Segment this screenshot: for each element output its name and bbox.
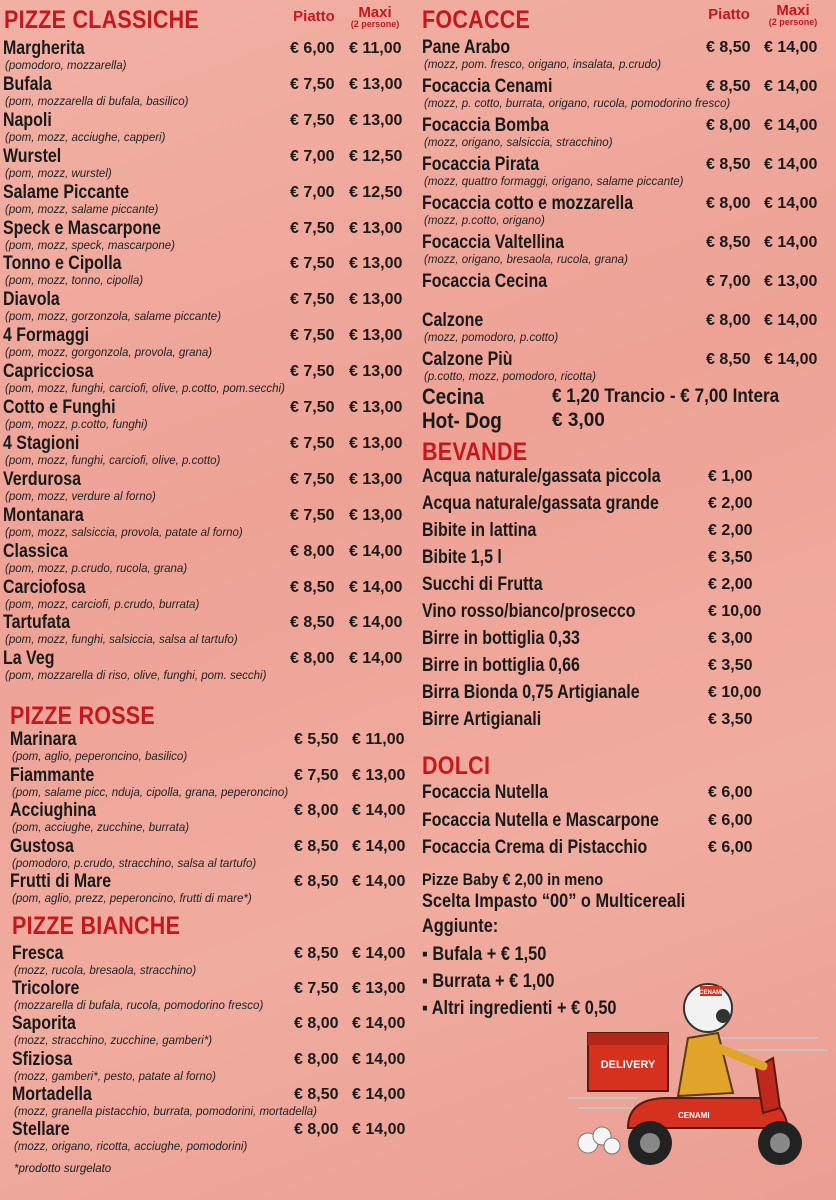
price-piatto: € 7,50 — [290, 219, 335, 237]
price-maxi: € 11,00 — [349, 40, 402, 57]
menu-item-description: (pom, aglio, peperoncino, basilico) — [12, 751, 188, 763]
menu-item-name: Sfiziosa — [12, 1048, 73, 1070]
menu-item-price: € 3,50 — [708, 657, 753, 674]
column-header-maxi — [344, 6, 406, 29]
menu-item-name: Birre Artigianali — [422, 709, 542, 730]
menu-item-name: Calzone — [422, 310, 484, 331]
menu-item-description: (pom, mozz, wurstel) — [5, 167, 112, 180]
price-piatto: € 7,50 — [290, 399, 335, 416]
menu-item — [418, 76, 836, 112]
menu-item-name: Napoli — [3, 109, 52, 131]
menu-item — [418, 115, 836, 151]
menu-item-description: (mozz, origano, ricotta, acciughe, pomodorini) — [14, 1141, 248, 1153]
price-piatto: € 7,50 — [290, 111, 335, 129]
price-maxi: € 13,00 — [764, 273, 818, 290]
menu-item-name: Focaccia cotto e mozzarella — [422, 193, 634, 214]
menu-item-description: (pom, mozz, gorgonzola, provola, grana) — [5, 347, 213, 360]
price-maxi: € 13,00 — [349, 291, 403, 309]
menu-item-description: (p.cotto, mozz, pomodoro, ricotta) — [424, 371, 596, 383]
menu-item-description: (mozz, origano, bresaola, rucola, grana) — [424, 254, 628, 266]
price-maxi: € 13,00 — [349, 434, 403, 452]
menu-item-name: Focaccia Bomba — [422, 115, 549, 136]
cecina-price: € 1,20 Trancio - € 7,00 Intera — [552, 386, 780, 407]
menu-item-name: Focaccia Cenami — [422, 76, 553, 97]
maxi-sublabel: (2 persone) — [768, 17, 818, 27]
rider-body — [678, 1033, 733, 1096]
menu-item-name: Pane Arabo — [422, 37, 511, 58]
price-maxi: € 13,00 — [349, 506, 403, 524]
price-piatto: € 7,00 — [290, 147, 335, 165]
front-wheel-hub — [770, 1133, 790, 1153]
menu-item — [0, 871, 410, 907]
menu-item-description: (mozz, pomodoro, p.cotto) — [424, 332, 559, 344]
menu-item — [418, 310, 836, 346]
menu-item-name: Acciughina — [10, 800, 97, 821]
price-maxi: € 14,00 — [764, 234, 818, 251]
price-maxi: € 14,00 — [764, 351, 818, 368]
section-title-pizze-bianche: PIZZE BIANCHE — [12, 912, 181, 940]
price-maxi: € 13,00 — [352, 766, 406, 784]
price-piatto: € 8,00 — [294, 1050, 339, 1068]
menu-item-description: (pom, mozz, p.crudo, rucola, grana) — [5, 562, 188, 575]
menu-item — [418, 154, 836, 190]
menu-item-description: (mozz, gamberi*, pesto, patate al forno) — [14, 1070, 216, 1083]
menu-item-name: Birra Bionda 0,75 Artigianale — [422, 682, 640, 703]
menu-item-price: € 2,00 — [708, 522, 753, 539]
menu-item-description: (pom, mozz, verdure al forno) — [5, 490, 156, 503]
menu-item-name: Bibite 1,5 l — [422, 547, 502, 568]
menu-item — [0, 1049, 410, 1085]
menu-item-price: € 3,00 — [708, 630, 753, 647]
menu-item-name: Saporita — [12, 1013, 76, 1035]
menu-item — [422, 628, 822, 654]
menu-item-description: (mozz, stracchino, zucchine, gamberi*) — [14, 1035, 213, 1048]
price-piatto: € 7,50 — [294, 980, 339, 998]
menu-item-description: (pom, mozz, speck, mascarpone) — [5, 239, 176, 252]
menu-item — [418, 193, 836, 229]
menu-item — [418, 232, 836, 268]
price-piatto: € 8,50 — [706, 351, 751, 368]
price-maxi: € 14,00 — [352, 1050, 406, 1068]
menu-item — [0, 505, 410, 541]
menu-item-description: (mozzarella di bufala, rucola, pomodorino fresco) — [14, 1000, 264, 1013]
menu-item — [0, 836, 410, 872]
menu-item-name: Birre in bottiglia 0,33 — [422, 628, 580, 649]
menu-item — [0, 361, 410, 397]
price-maxi: € 14,00 — [352, 873, 406, 890]
delivery-box-label: DELIVERY — [600, 1059, 656, 1071]
price-piatto: € 7,50 — [290, 506, 335, 524]
price-piatto: € 8,00 — [706, 117, 751, 134]
menu-item — [0, 978, 410, 1014]
price-maxi: € 13,00 — [349, 111, 403, 129]
price-piatto: € 8,50 — [294, 873, 339, 890]
menu-item-description: (pom, mozz, salame piccante) — [5, 203, 159, 216]
impasto-note: Scelta Impasto “00” o Multicereali — [422, 891, 686, 912]
price-piatto: € 8,50 — [706, 78, 751, 95]
price-piatto: € 8,00 — [706, 195, 751, 212]
menu-item-name: Capricciosa — [3, 361, 94, 383]
menu-item — [422, 574, 822, 600]
price-piatto: € 8,00 — [294, 1015, 339, 1033]
menu-item — [0, 182, 410, 218]
price-piatto: € 8,00 — [290, 542, 335, 560]
menu-item-price: € 6,00 — [708, 784, 753, 801]
menu-item-name: Margherita — [3, 38, 85, 59]
menu-item-description: (pom, mozz, carciofi, p.crudo, burrata) — [5, 598, 200, 611]
column-header-piatto: Piatto — [293, 8, 335, 25]
scooter-label: CENAMI — [678, 1111, 710, 1120]
menu-item-name: Acqua naturale/gassata grande — [422, 493, 659, 514]
menu-item-description: (pomodoro, p.crudo, stracchino, salsa al tartufo) — [12, 857, 257, 870]
price-maxi: € 14,00 — [352, 837, 406, 855]
price-maxi: € 14,00 — [349, 614, 403, 632]
menu-item — [418, 37, 836, 73]
price-maxi: € 14,00 — [764, 39, 818, 56]
menu-item — [422, 493, 822, 519]
menu-item-description: (pom, mozz, funghi, carciofi, olive, p.cotto) — [5, 454, 221, 467]
menu-item-name: Cotto e Funghi — [3, 397, 116, 418]
price-piatto: € 7,50 — [290, 327, 335, 345]
menu-item-name: La Veg — [3, 648, 55, 670]
price-maxi: € 13,00 — [349, 363, 403, 381]
aggiunte-title: Aggiunte: — [422, 916, 499, 937]
menu-item-description: (pom, mozz, tonno, cipolla) — [5, 275, 144, 288]
menu-item-description: (mozz, pom. fresco, origano, insalata, p.crudo) — [424, 59, 662, 71]
menu-item-name: Focaccia Valtellina — [422, 232, 564, 253]
aggiunta-burrata: ▪ Burrata + € 1,00 — [422, 971, 555, 992]
menu-item-name: Bufala — [3, 73, 52, 95]
price-piatto: € 7,00 — [706, 273, 751, 290]
menu-item — [0, 74, 410, 110]
price-maxi: € 13,00 — [349, 399, 403, 416]
menu-item — [0, 800, 410, 836]
goggles — [716, 1009, 730, 1023]
price-maxi: € 13,00 — [349, 327, 403, 345]
menu-item — [0, 469, 410, 505]
menu-item-name: Focaccia Nutella e Mascarpone — [422, 809, 659, 831]
menu-item-name: Diavola — [3, 289, 60, 311]
menu-item — [0, 289, 410, 325]
price-piatto: € 5,50 — [294, 731, 339, 748]
menu-item-description: (pom, mozz, gorzonzola, salame piccante) — [5, 311, 222, 324]
price-piatto: € 8,50 — [290, 578, 335, 596]
price-piatto: € 8,50 — [706, 156, 751, 173]
menu-item-description: (pom, salame picc, nduja, cipolla, grana, peperoncino) — [12, 786, 289, 799]
menu-item-name: Tartufata — [3, 612, 71, 634]
menu-item-description: (mozz, p.cotto, origano) — [424, 215, 545, 227]
price-maxi: € 13,00 — [349, 219, 403, 237]
menu-item-name: Speck e Mascarpone — [3, 217, 161, 239]
menu-item-name: Mortadella — [12, 1083, 92, 1105]
price-maxi: € 14,00 — [764, 156, 818, 173]
price-piatto: € 7,50 — [290, 75, 335, 93]
price-piatto: € 8,50 — [294, 837, 339, 855]
menu-item-name: Focaccia Nutella — [422, 782, 548, 803]
menu-item-description: (mozz, origano, salsiccia, stracchino) — [424, 137, 613, 149]
menu-item-description: (pom, mozzarella di bufala, basilico) — [5, 95, 189, 108]
menu-item-name: Bibite in lattina — [422, 520, 537, 541]
menu-item-name: 4 Formaggi — [3, 325, 90, 347]
menu-item — [0, 218, 410, 254]
price-piatto: € 7,50 — [294, 766, 339, 784]
menu-item-name: Focaccia Crema di Pistacchio — [422, 837, 648, 858]
price-piatto: € 7,50 — [290, 470, 335, 488]
maxi-sublabel: (2 persone) — [350, 19, 400, 29]
helmet-label: CENAMI — [699, 990, 723, 996]
price-maxi: € 14,00 — [764, 195, 818, 212]
menu-item-name: Tonno e Cipolla — [3, 253, 122, 275]
menu-item-name: Tricolore — [12, 978, 80, 1000]
price-maxi: € 14,00 — [349, 542, 403, 560]
menu-item — [422, 682, 822, 708]
maxi-label: Maxi — [776, 2, 810, 19]
price-maxi: € 14,00 — [349, 650, 403, 668]
menu-item-description: (pom, mozzarella di riso, olive, funghi, pom. secchi) — [5, 670, 267, 683]
price-piatto: € 8,00 — [294, 1121, 339, 1138]
menu-item — [0, 397, 410, 433]
price-piatto: € 8,50 — [290, 614, 335, 632]
price-piatto: € 7,50 — [290, 255, 335, 273]
section-title-dolci: DOLCI — [422, 752, 491, 780]
price-maxi: € 14,00 — [764, 117, 818, 134]
menu-item — [0, 146, 410, 182]
menu-item — [0, 612, 410, 648]
menu-item — [0, 541, 410, 577]
price-piatto: € 6,00 — [290, 40, 335, 57]
menu-item-name: Verdurosa — [3, 468, 82, 490]
hotdog-name: Hot- Dog — [422, 408, 502, 433]
column-header-piatto-focacce: Piatto — [708, 6, 750, 23]
menu-item — [422, 466, 822, 492]
menu-item-name: Carciofosa — [3, 576, 86, 598]
menu-item-name: Birre in bottiglia 0,66 — [422, 655, 580, 676]
delivery-box-lid — [588, 1033, 668, 1045]
menu-item — [0, 1119, 410, 1155]
menu-item-price: € 6,00 — [708, 811, 753, 829]
price-maxi: € 14,00 — [764, 78, 818, 95]
menu-item-name: Wurstel — [3, 145, 62, 167]
menu-item — [0, 253, 410, 289]
section-title-focacce: FOCACCE — [422, 6, 531, 34]
menu-item — [0, 1013, 410, 1049]
price-maxi: € 14,00 — [352, 802, 406, 819]
menu-item-name: Vino rosso/bianco/prosecco — [422, 601, 636, 622]
menu-item-description: (pom, mozz, acciughe, capperi) — [5, 131, 166, 144]
price-maxi: € 11,00 — [352, 731, 405, 748]
menu-item-description: (pom, mozz, funghi, carciofi, olive, p.cotto, pom.secchi) — [5, 383, 285, 396]
menu-item — [422, 810, 822, 836]
price-piatto: € 7,50 — [290, 363, 335, 381]
price-maxi: € 13,00 — [349, 255, 403, 273]
price-maxi: € 13,00 — [349, 75, 403, 93]
menu-item-description: (pom, mozz, salsiccia, provola, patate al forno) — [5, 526, 243, 539]
menu-item — [422, 709, 822, 735]
menu-item — [0, 38, 410, 74]
menu-item-description: (pom, mozz, p.cotto, funghi) — [5, 419, 148, 431]
price-piatto: € 8,00 — [706, 312, 751, 329]
menu-item-price: € 10,00 — [708, 603, 762, 620]
cecina-name: Cecina — [422, 384, 485, 409]
menu-item-name: Fiammante — [10, 764, 95, 786]
price-maxi: € 12,50 — [349, 147, 403, 165]
menu-item — [0, 1084, 410, 1120]
price-maxi: € 14,00 — [352, 1121, 406, 1138]
menu-item — [0, 325, 410, 361]
price-maxi: € 14,00 — [764, 312, 818, 329]
price-piatto: € 7,00 — [290, 183, 335, 201]
menu-item — [422, 655, 822, 681]
menu-item-price: € 3,50 — [708, 711, 753, 728]
menu-item-name: Focaccia Cecina — [422, 271, 548, 292]
price-maxi: € 14,00 — [349, 578, 403, 596]
price-piatto: € 7,50 — [290, 434, 335, 452]
aggiunta-altri: ▪ Altri ingredienti + € 0,50 — [422, 998, 617, 1019]
menu-item-description: (mozz, p. cotto, burrata, origano, rucola, pomodorino fresco) — [424, 98, 731, 110]
section-title-bevande: BEVANDE — [422, 438, 528, 466]
price-piatto: € 8,50 — [294, 945, 339, 962]
menu-item-description: (mozz, quattro formaggi, origano, salame piccante) — [424, 176, 684, 188]
price-piatto: € 8,50 — [706, 234, 751, 251]
menu-item-price: € 1,00 — [708, 468, 753, 485]
menu-item — [0, 765, 410, 801]
price-maxi: € 12,50 — [349, 183, 403, 201]
menu-item — [0, 943, 410, 979]
menu-item-name: Focaccia Pirata — [422, 154, 540, 175]
pizze-baby-note: Pizze Baby € 2,00 in meno — [422, 870, 604, 889]
menu-item-name: Acqua naturale/gassata piccola — [422, 466, 661, 487]
menu-item — [422, 782, 822, 808]
price-maxi: € 13,00 — [352, 980, 406, 998]
footnote: *prodotto surgelato — [14, 1163, 112, 1175]
menu-item-price: € 2,00 — [708, 576, 753, 593]
menu-item-price: € 6,00 — [708, 839, 753, 856]
menu-item — [422, 601, 822, 627]
menu-item — [418, 349, 836, 385]
menu-item-description: (pom, mozz, funghi, salsiccia, salsa al tartufo) — [5, 634, 238, 647]
menu-item-name: Succhi di Frutta — [422, 574, 543, 595]
menu-item — [422, 520, 822, 546]
menu-item-description: (pomodoro, mozzarella) — [5, 60, 127, 72]
price-maxi: € 14,00 — [352, 1085, 406, 1103]
menu-item — [418, 271, 836, 307]
menu-item-name: Frutti di Mare — [10, 871, 112, 892]
hotdog-price: € 3,00 — [552, 410, 605, 431]
dust-cloud-icon — [578, 1127, 620, 1154]
menu-item-name: Classica — [3, 540, 68, 562]
menu-item-name: Montanara — [3, 504, 84, 526]
menu-item-name: Gustosa — [10, 835, 74, 857]
menu-item — [0, 433, 410, 469]
section-title-pizze-classiche: PIZZE CLASSICHE — [4, 6, 200, 34]
aggiunta-bufala: ▪ Bufala + € 1,50 — [422, 944, 547, 965]
menu-item — [422, 837, 822, 863]
menu-item-description: (mozz, rucola, bresaola, stracchino) — [14, 965, 197, 977]
price-maxi: € 14,00 — [352, 945, 406, 962]
menu-item-description: (pom, acciughe, zucchine, burrata) — [12, 822, 190, 834]
menu-item-name: Salame Piccante — [3, 181, 129, 203]
rear-wheel-hub — [640, 1133, 660, 1153]
delivery-scooter-illustration — [568, 978, 833, 1178]
price-piatto: € 8,50 — [706, 39, 751, 56]
menu-item-price: € 2,00 — [708, 495, 753, 512]
menu-item-name: 4 Stagioni — [3, 432, 80, 454]
price-piatto: € 8,00 — [290, 650, 335, 668]
price-maxi: € 14,00 — [352, 1015, 406, 1033]
menu-item — [0, 648, 410, 684]
price-maxi: € 13,00 — [349, 470, 403, 488]
menu-item — [0, 729, 410, 765]
price-piatto: € 8,50 — [294, 1085, 339, 1103]
menu-item — [0, 110, 410, 146]
menu-item-name: Marinara — [10, 729, 77, 750]
menu-item-price: € 3,50 — [708, 549, 753, 566]
menu-item-name: Calzone Più — [422, 349, 513, 370]
section-title-pizze-rosse: PIZZE ROSSE — [10, 702, 156, 730]
maxi-label: Maxi — [358, 4, 392, 21]
menu-item-description: (mozz, granella pistacchio, burrata, pomodorini, mortadella) — [14, 1105, 317, 1118]
price-piatto: € 8,00 — [294, 802, 339, 819]
column-header-maxi-focacce — [762, 4, 824, 27]
menu-item-price: € 10,00 — [708, 684, 762, 701]
menu-item-name: Fresca — [12, 943, 64, 964]
menu-item-description: (pom, aglio, prezz, peperoncino, frutti di mare*) — [12, 893, 252, 905]
price-piatto: € 7,50 — [290, 291, 335, 309]
menu-item-name: Stellare — [12, 1119, 70, 1140]
menu-item — [422, 547, 822, 573]
menu-item — [0, 577, 410, 613]
